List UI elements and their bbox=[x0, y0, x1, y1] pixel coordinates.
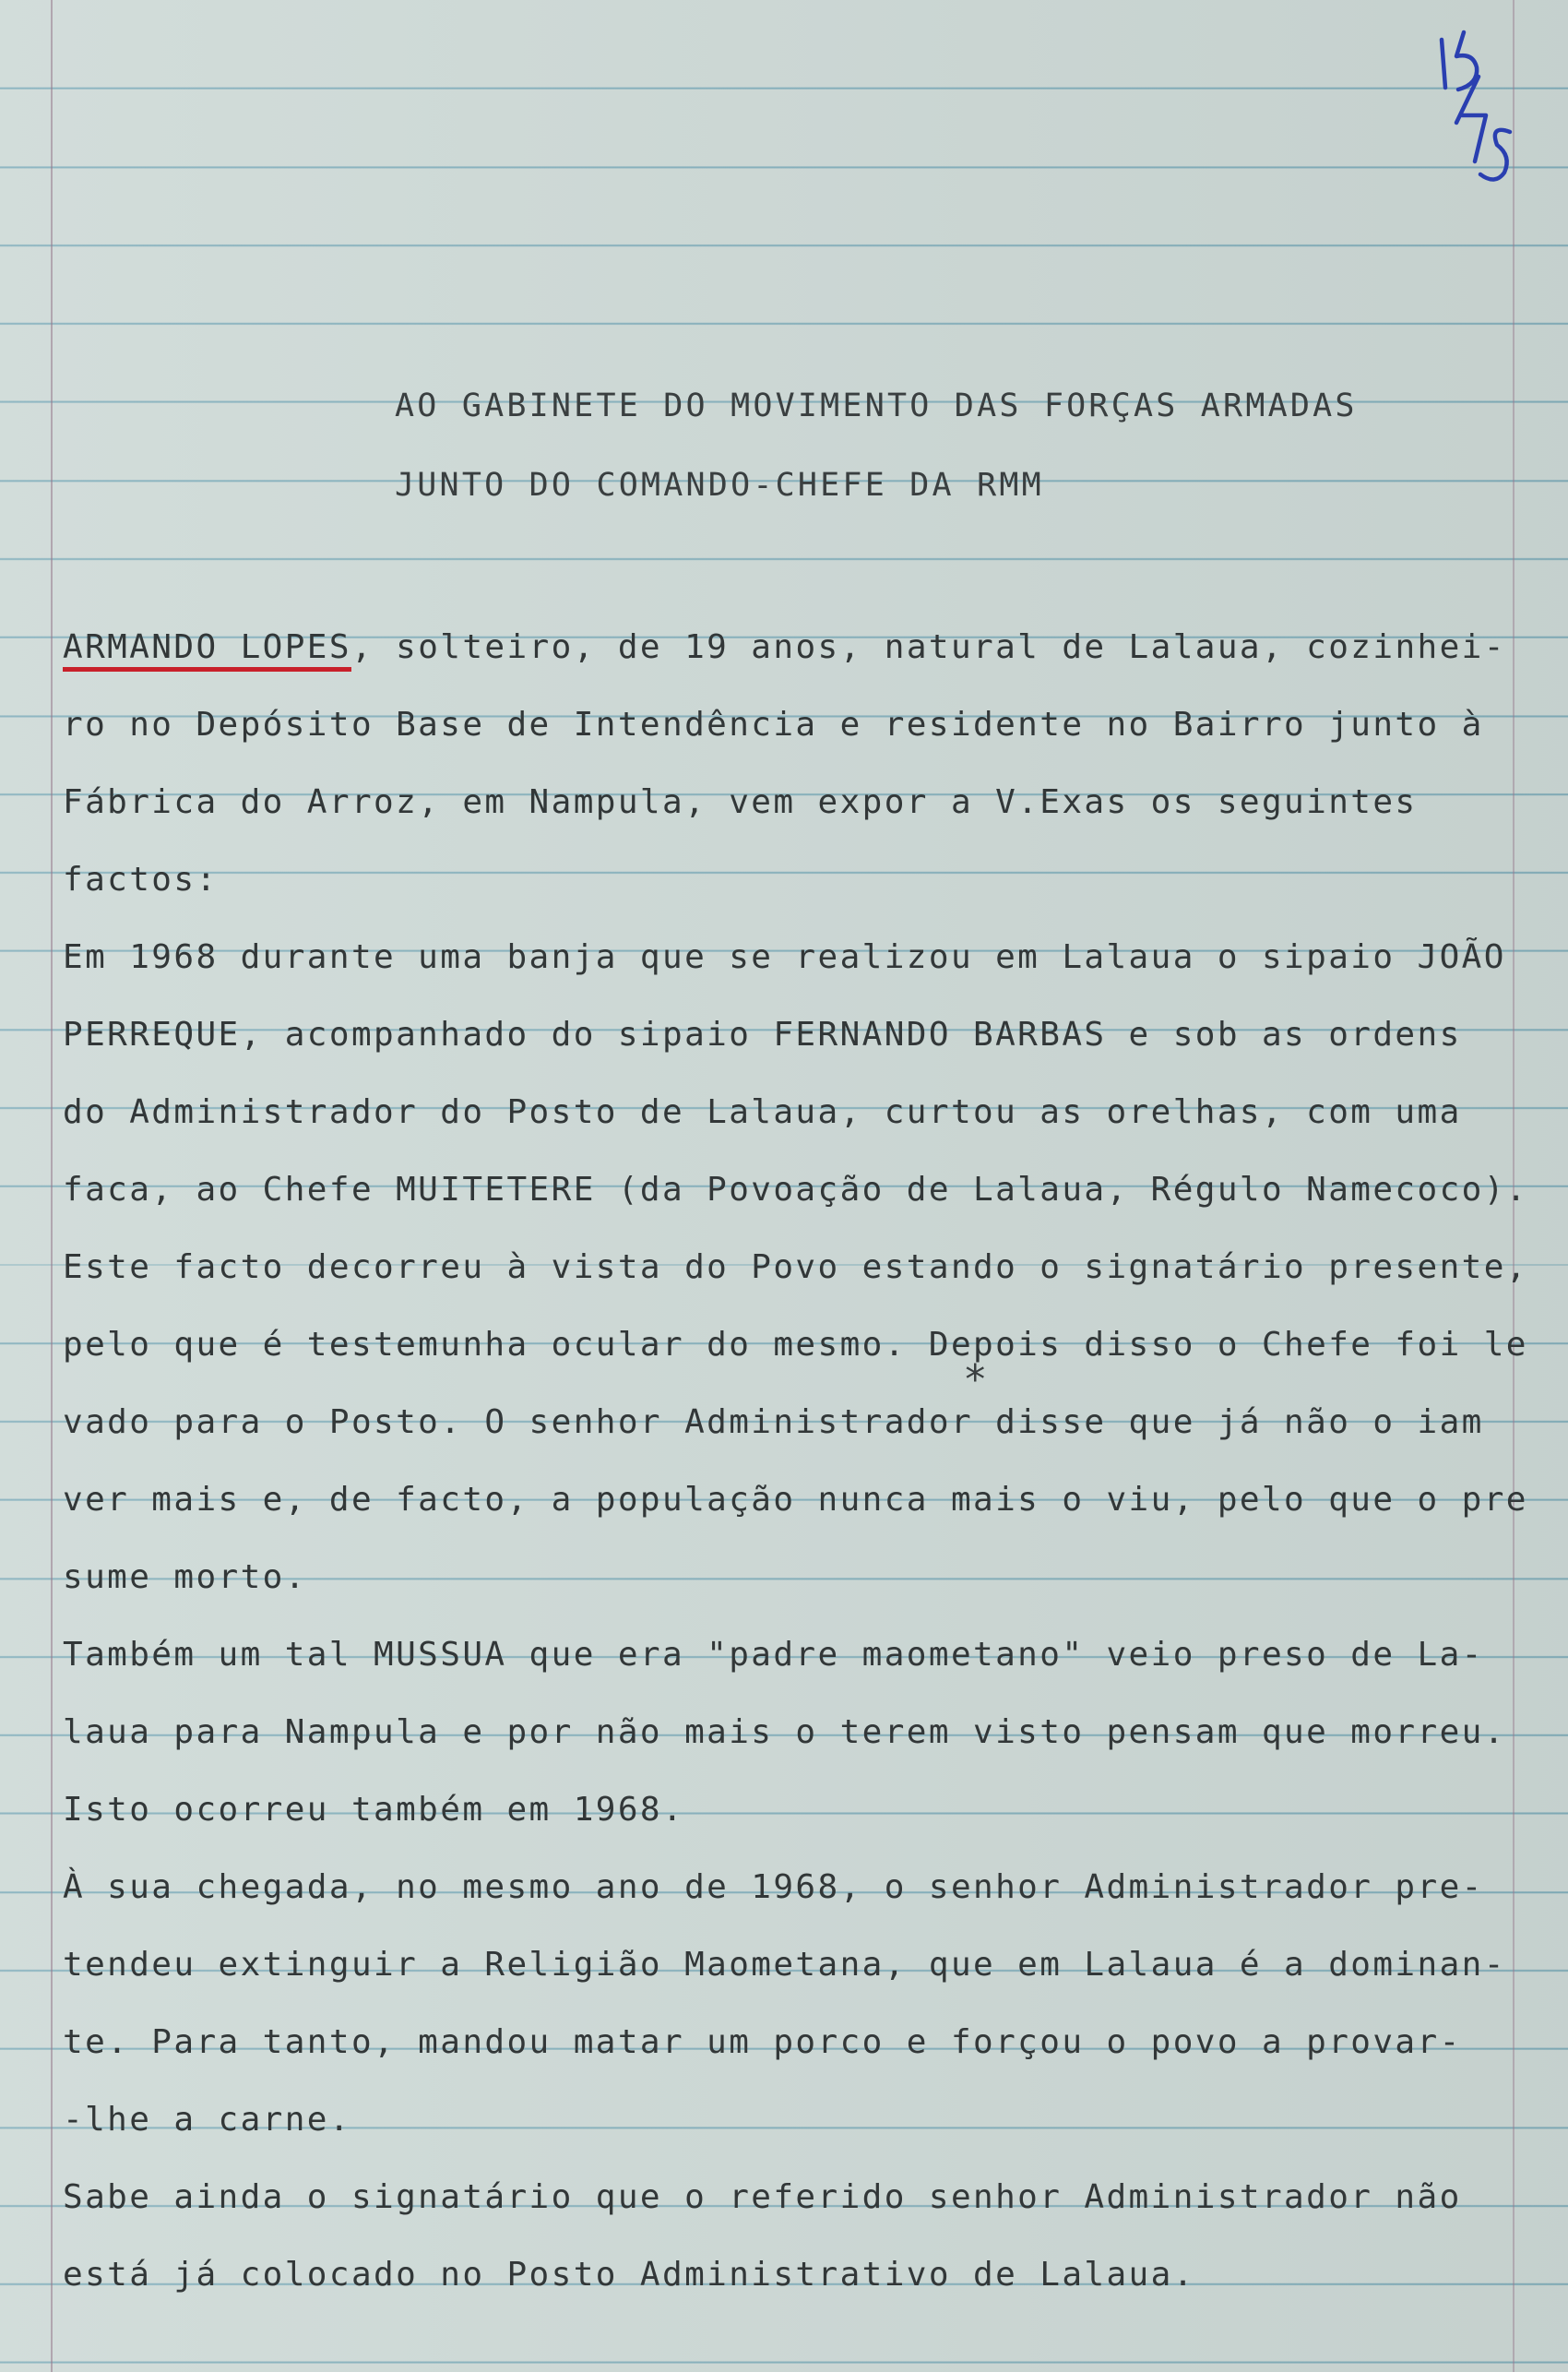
body-line: Também um tal MUSSUA que era "padre maometano" veio preso de La- bbox=[63, 1636, 1484, 1674]
body-line: -lhe a carne. bbox=[63, 2101, 351, 2139]
body-line: pelo que é testemunha ocular do mesmo. Depois disso o Chefe foi le bbox=[63, 1326, 1528, 1364]
body-line: Sabe ainda o signatário que o referido senhor Administrador não bbox=[63, 2178, 1462, 2216]
body-line: ro no Depósito Base de Intendência e residente no Bairro junto à bbox=[63, 706, 1484, 744]
handwritten-folio-number bbox=[1425, 23, 1545, 208]
body-line: Isto ocorreu também em 1968. bbox=[63, 1791, 685, 1829]
body-line: PERREQUE, acompanhado do sipaio FERNANDO BARBAS e sob as ordens bbox=[63, 1016, 1462, 1054]
body-line: laua para Nampula e por não mais o terem visto pensam que morreu. bbox=[63, 1713, 1506, 1751]
folio-mark-image bbox=[1425, 23, 1545, 208]
heading-line-2: JUNTO DO COMANDO-CHEFE DA RMM bbox=[395, 467, 1044, 504]
body-line: À sua chegada, no mesmo ano de 1968, o senhor Administrador pre- bbox=[63, 1868, 1484, 1906]
body-line: Fábrica do Arroz, em Nampula, vem expor a V.Exas os seguintes bbox=[63, 783, 1418, 821]
letter-body bbox=[63, 609, 1528, 2314]
body-line: ver mais e, de facto, a população nunca mais o viu, pelo que o pre bbox=[63, 1481, 1528, 1519]
left-margin-line bbox=[51, 0, 53, 2372]
asterisk-mark: * bbox=[963, 1356, 988, 1403]
body-line: tendeu extinguir a Religião Maometana, que em Lalaua é a dominan- bbox=[63, 1946, 1506, 1984]
body-line: te. Para tanto, mandou matar um porco e forçou o povo a provar- bbox=[63, 2023, 1462, 2061]
body-line-1 bbox=[63, 609, 1520, 686]
body-line: do Administrador do Posto de Lalaua, curtou as orelhas, com uma bbox=[63, 1093, 1462, 1131]
body-line: vado para o Posto. O senhor Administrador disse que já não o iam bbox=[63, 1403, 1484, 1441]
heading-line-1: AO GABINETE DO MOVIMENTO DAS FORÇAS ARMADAS bbox=[395, 387, 1358, 424]
body-line: factos: bbox=[63, 861, 219, 899]
body-line: Este facto decorreu à vista do Povo estando o signatário presente, bbox=[63, 1248, 1528, 1286]
body-line: Em 1968 durante uma banja que se realizou em Lalaua o sipaio JOÃO bbox=[63, 938, 1506, 976]
body-line: está já colocado no Posto Administrativo de Lalaua. bbox=[63, 2256, 1195, 2294]
body-line: faca, ao Chefe MUITETERE (da Povoação de Lalaua, Régulo Namecoco). bbox=[63, 1171, 1528, 1209]
body-line-1-rest: , solteiro, de 19 anos, natural de Lalaua, cozinhei- bbox=[350, 628, 1506, 666]
body-line: sume morto. bbox=[63, 1558, 307, 1596]
signatory-name: ARMANDO LOPES bbox=[63, 628, 351, 666]
